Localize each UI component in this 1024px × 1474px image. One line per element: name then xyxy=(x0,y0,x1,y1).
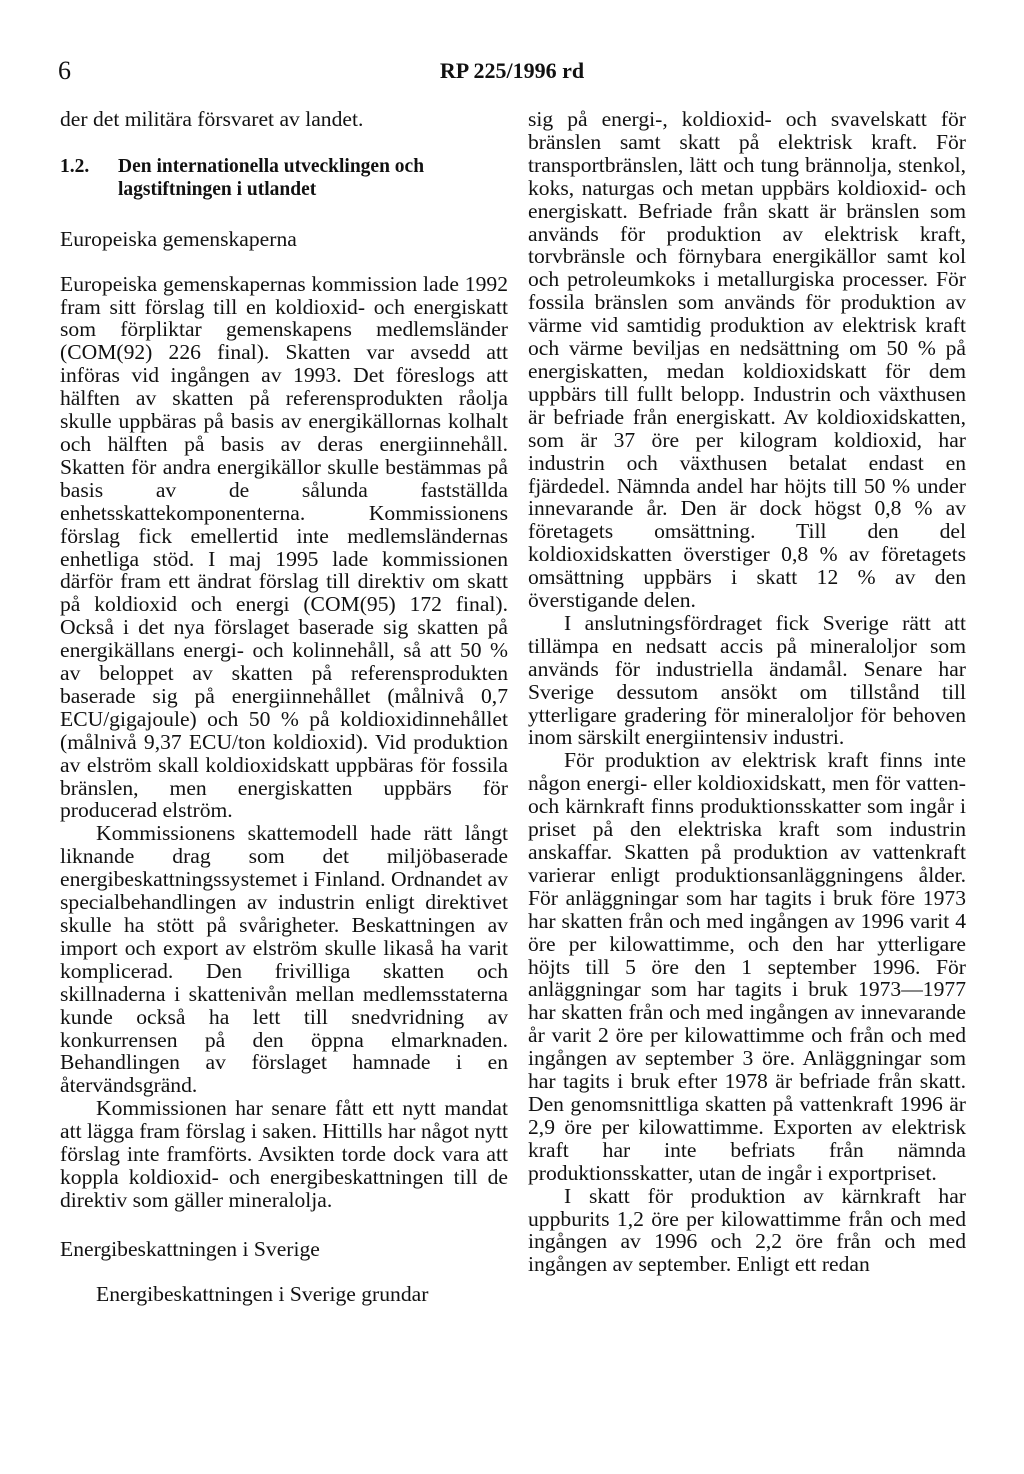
paragraph: Energibeskattningen i Sverige grundar xyxy=(96,1281,429,1306)
paragraph: I anslutningsfördraget fick Sverige rätt att tillämpa en nedsatt accis på mineraloljor som används för industriella ändamål. Senare har Sverige dessutom ansökt om tillstånd till ytterligare gradering för mineraloljor för behoven inom särskilt energiintensiv industri. xyxy=(528,610,966,750)
subheading-europeiska-gemenskaperna: Europeiska gemenskaperna xyxy=(60,226,297,251)
left-column xyxy=(60,108,508,1306)
page-number: 6 xyxy=(58,56,71,85)
section-number: 1.2. xyxy=(60,155,90,177)
paragraph: Europeiska gemenskapernas kommission lade 1992 fram sitt förslag till en koldioxid- och energiskatt som förpliktar gemenskapens medlemsländer (COM(92) 226 final). Skatten var avsedd att införas vid ingången av 1993. Det föreslogs att hälften av skatten på referensprodukten råolja skulle uppbäras på basis av energikällornas kolhalt och hälften på basis av deras energiinnehåll. Skatten för andra energikällor skulle bestämmas på basis av de sålunda fastställda enhetsskattekomponenterna. Kommissionens förslag fick emellertid inte medlemsländernas enhetliga stöd. I maj 1995 lade kommissionen därför fram ett ändrat förslag till direktiv om skatt på koldioxid och energi (COM(95) 172 final). Också i det nya förslaget baserade sig skatten på energikällans energi- och kolinnehåll, så att 50 % av beloppet av skatten på referensprodukten baserade sig på energiinnehållet (målnivå 0,7 ECU/gigajoule) och 50 % på koldioxidinnehållet (målnivå 9,37 ECU/ton koldioxid). Vid produktion av elström skall koldioxidskatt uppbäras för fossila bränslen, men energiskatten uppbärs för producerad elström. xyxy=(60,271,508,823)
paragraph: Kommissionens skattemodell hade rätt långt liknande drag som det miljöbaserade energibeskattningssystemet i Finland. Ordnandet av specialbehandlingen av industrin enligt direktivet skulle ha stött på svårigheter. Beskattningen av import och export av elström skulle likaså ha varit komplicerad. Den frivilliga skatten och skillnaderna i skattenivån mellan medlemsstaterna kunde också ha lett till snedvridning av konkurrensen på den öppna elmarknaden. Behandlingen av förslaget hamnade i en återvändsgränd. xyxy=(60,821,508,1098)
subheading-energibeskattningen-i-sverige: Energibeskattningen i Sverige xyxy=(60,1236,320,1261)
right-column xyxy=(528,108,966,1276)
paragraph: Kommissionen har senare fått ett nytt mandat att lägga fram förslag i saken. Hittills har något nytt förslag inte framförts. Avsikten torde dock vara att koppla koldioxid- och energibeskattningen till de direktiv som gäller mineralolja. xyxy=(60,1096,508,1212)
continuation-text: der det militära försvaret av landet. xyxy=(60,107,364,131)
section-heading xyxy=(60,156,508,202)
paragraph: För produktion av elektrisk kraft finns inte någon energi- eller koldioxidskatt, men för vatten- och kärnkraft finns produktionsskatter som ingår i priset på den elektriska kraft som industrin anskaffar. Skatten på produktion av vattenkraft varierar enligt produktionsanläggningens ålder. För anläggningar som har tagits i bruk före 1973 har skatten från och med ingången av 1996 varit 4 öre per kilowattimme, och den har ytterligare höjts till 5 öre den 1 september 1996. För anläggningar som har tagits i bruk 1973—1977 har skatten från och med ingången av innevarande år varit 2 öre per kilowattimme och från och med ingången av september 3 öre. Anläggningar som har tagits i bruk efter 1978 är befriade från skatt. Den genomsnittliga skatten på vattenkraft 1996 är 2,9 öre per kilowattimme. Exporten av elektrisk kraft har inte befriats från nämnda produktionsskatter, utan de ingår i exportpriset. xyxy=(528,748,966,1185)
section-title: Den internationella utvecklingen och lagstiftningen i utlandet xyxy=(118,155,425,200)
running-title: RP 225/1996 rd xyxy=(439,58,585,83)
paragraph: sig på energi-, koldioxid- och svavelskatt för bränslen samt skatt på elektrisk kraft. För transportbränslen, lätt och tung brännolja, stenkol, koks, naturgas och metan uppbärs koldioxid- och energiskatt. Befriade från skatt är bränslen som används för produktion av elektrisk kraft, torvbränsle och förnybara energikällor samt kol och petroleumkoks i metallurgiska processer. För fossila bränslen som används för produktion av värme vid samtidig produktion av elektrisk kraft och värme beviljas en nedsättning om 50 % på energiskatten, medan koldioxidskatt för dem uppbärs till fullt belopp. Industrin och växthusen är befriade från energiskatt. Av koldioxidskatten, som är 37 öre per kilogram koldioxid, har industrin och växthusen betalat endast en fjärdedel. Nämnda andel har höjts till 50 % under innevarande år. Den är dock högst 0,8 % av företagets omsättning. Till den del koldioxidskatten överstiger 0,8 % av företagets omsättning uppbärs i skatt 12 % av den överstigande delen. xyxy=(528,107,966,613)
paragraph: I skatt för produktion av kärnkraft har uppburits 1,2 öre per kilowattimme från och med ingången av 1996 och 2,2 öre från och med ingången av september. Enligt ett redan xyxy=(528,1183,966,1277)
